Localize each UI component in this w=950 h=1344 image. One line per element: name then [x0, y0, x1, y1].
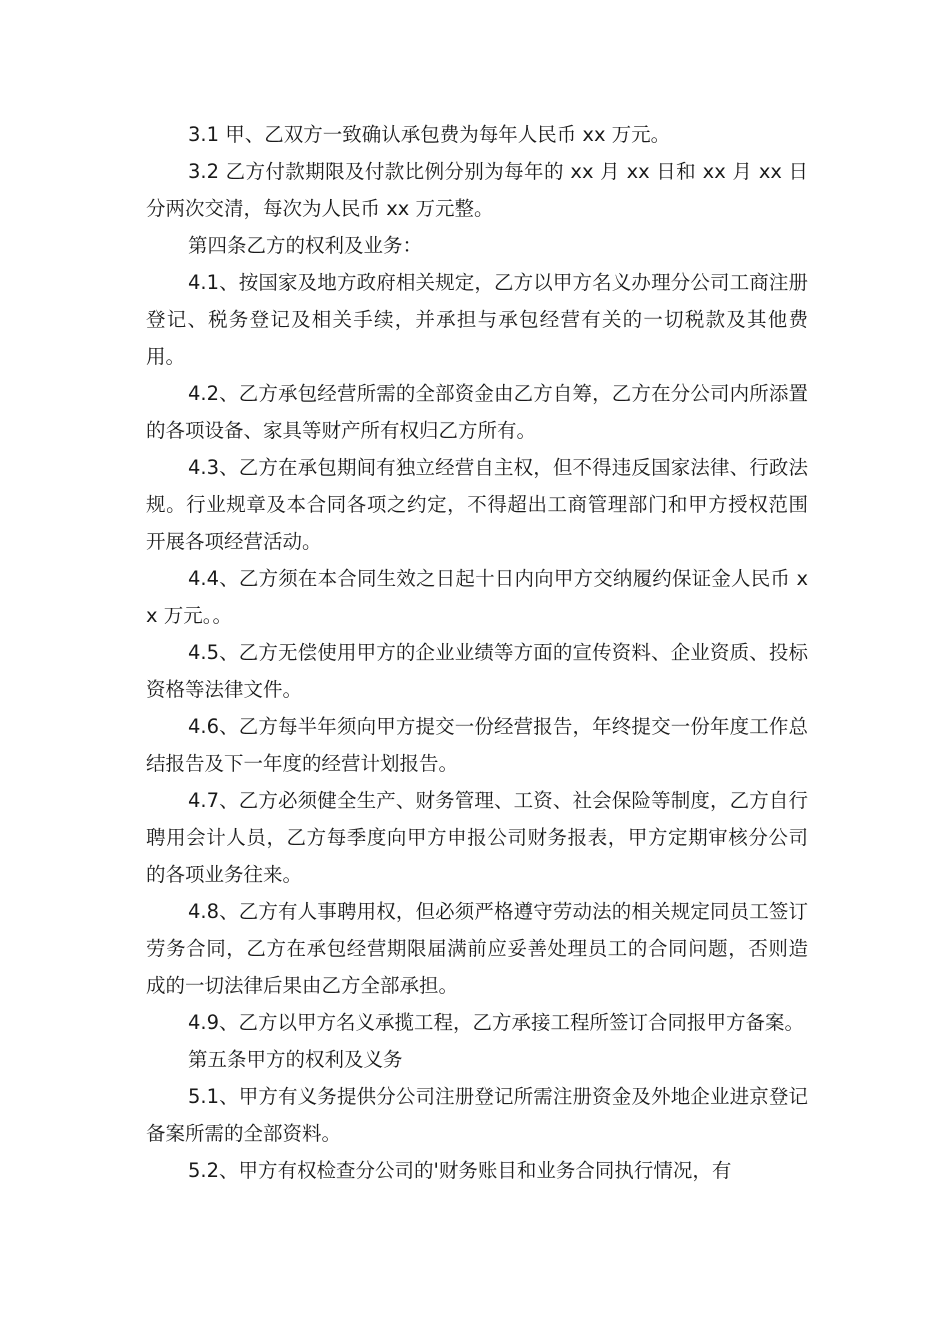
clause-4-9: 4.9、乙方以甲方名义承揽工程，乙方承接工程所签订合同报甲方备案。 [188, 1011, 805, 1034]
clause-3-2: 3.2 乙方付款期限及付款比例分别为每年的 xx 月 xx 日和 xx 月 xx 日分两次交清，每次为人民币 xx 万元整。 [146, 160, 808, 220]
article-5-heading: 第五条甲方的权利及义务 [188, 1048, 403, 1071]
clause-4-1: 4.1、按国家及地方政府相关规定，乙方以甲方名义办理分公司工商注册登记、税务登记及相关手续，并承担与承包经营有关的一切税款及其他费用。 [146, 271, 808, 368]
clause-3-1: 3.1 甲、乙双方一致确认承包费为每年人民币 xx 万元。 [188, 123, 671, 146]
clause-4-2: 4.2、乙方承包经营所需的全部资金由乙方自筹，乙方在分公司内所添置的各项设备、家具等财产所有权归乙方所有。 [146, 382, 808, 442]
clause-4-5: 4.5、乙方无偿使用甲方的企业业绩等方面的宣传资料、企业资质、投标资格等法律文件。 [146, 641, 808, 701]
contract-text-body [146, 116, 808, 1189]
clause-4-7: 4.7、乙方必须健全生产、财务管理、工资、社会保险等制度，乙方自行聘用会计人员，乙方每季度向甲方申报公司财务报表，甲方定期审核分公司的各项业务往来。 [146, 789, 808, 886]
clause-5-2: 5.2、甲方有权检查分公司的'财务账目和业务合同执行情况，有 [188, 1159, 732, 1182]
clause-4-4: 4.4、乙方须在本合同生效之日起十日内向甲方交纳履约保证金人民币 xx 万元。。 [146, 567, 808, 627]
clause-4-8: 4.8、乙方有人事聘用权，但必须严格遵守劳动法的相关规定同员工签订劳务合同，乙方在承包经营期限届满前应妥善处理员工的合同问题，否则造成的一切法律后果由乙方全部承担。 [146, 900, 808, 997]
clause-4-3: 4.3、乙方在承包期间有独立经营自主权，但不得违反国家法律、行政法规。行业规章及本合同各项之约定，不得超出工商管理部门和甲方授权范围开展各项经营活动。 [146, 456, 808, 553]
article-4-heading: 第四条乙方的权利及业务： [188, 234, 423, 257]
clause-5-1: 5.1、甲方有义务提供分公司注册登记所需注册资金及外地企业进京登记备案所需的全部资料。 [146, 1085, 808, 1145]
clause-4-6: 4.6、乙方每半年须向甲方提交一份经营报告，年终提交一份年度工作总结报告及下一年度的经营计划报告。 [146, 715, 808, 775]
